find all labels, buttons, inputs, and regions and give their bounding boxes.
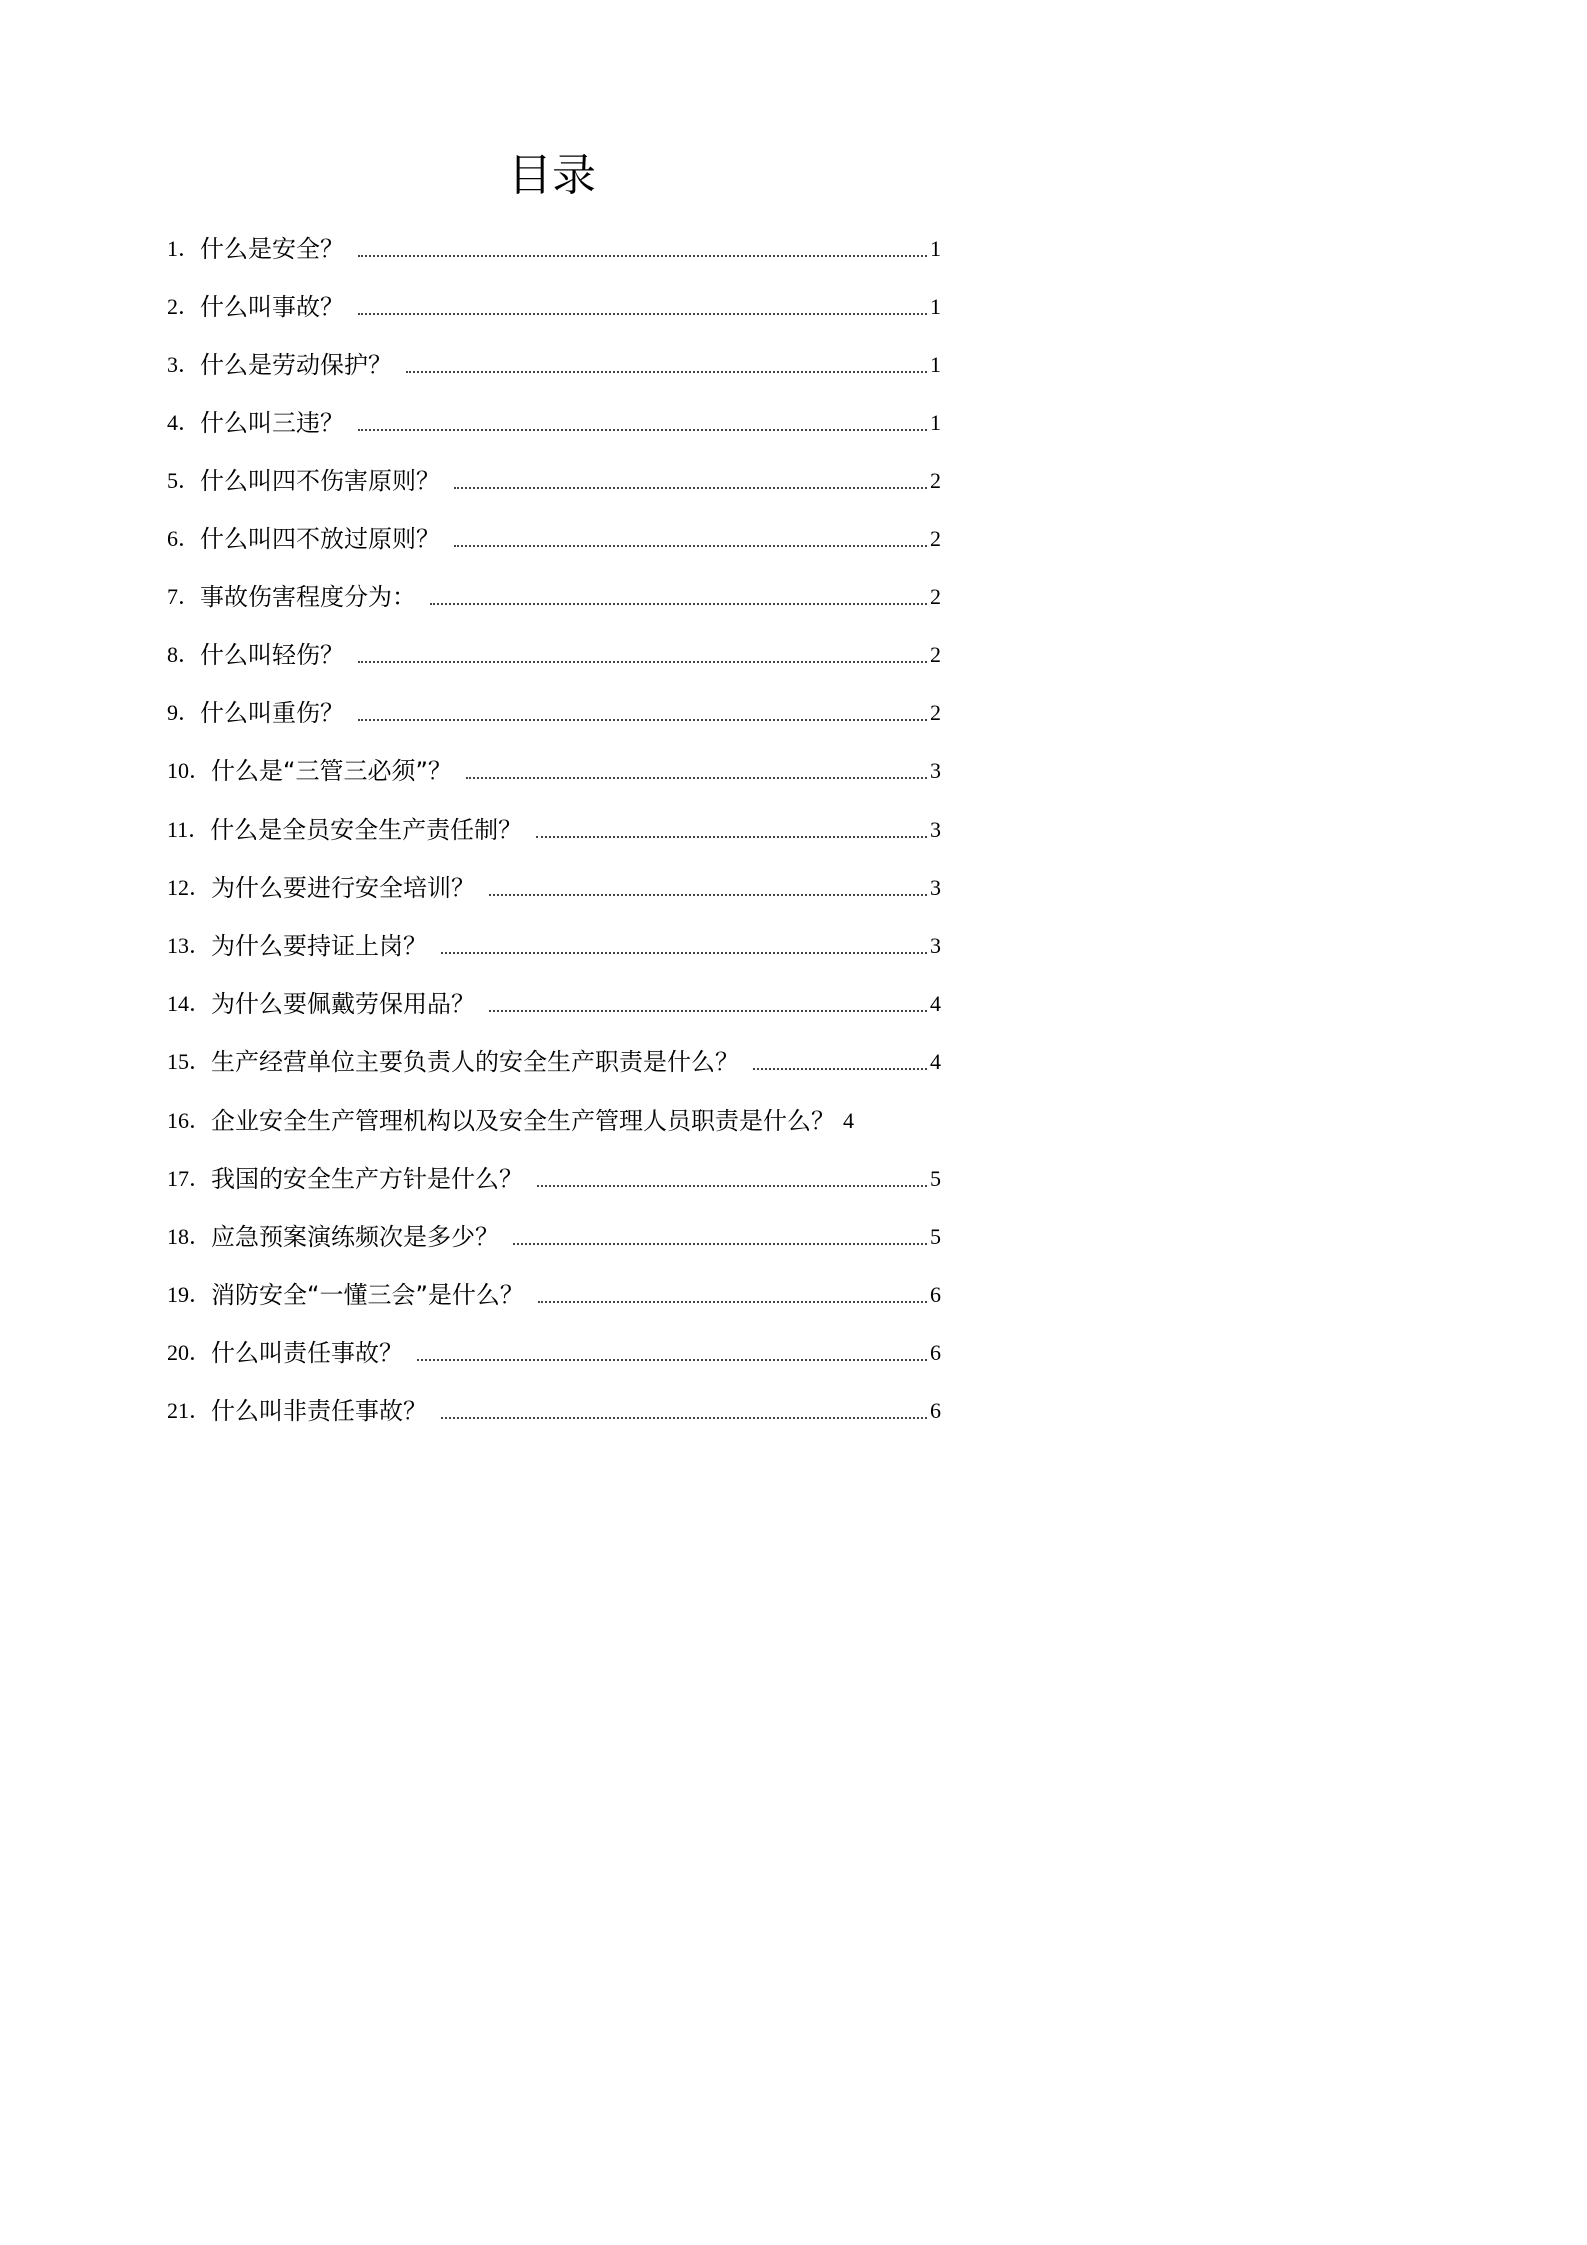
toc-entry-title: 什么叫轻伤？ xyxy=(200,641,345,669)
toc-entry[interactable] xyxy=(167,1161,941,1197)
toc-entry-number: 2． xyxy=(167,294,201,319)
toc-entry[interactable] xyxy=(167,928,941,964)
dot-leader xyxy=(538,1300,927,1303)
toc-entry-page: 6 xyxy=(930,1340,941,1365)
toc-entry[interactable] xyxy=(167,347,941,383)
toc-entry-page: 3 xyxy=(930,758,941,783)
toc-entry-page: 5 xyxy=(930,1224,941,1249)
dot-leader xyxy=(537,1184,927,1187)
toc-entry-number: 1． xyxy=(167,236,201,261)
toc-entry[interactable] xyxy=(167,986,941,1022)
toc-entry-title: 我国的安全生产方针是什么？ xyxy=(211,1165,524,1193)
toc-entry-number: 7． xyxy=(167,584,201,609)
dot-leader xyxy=(358,312,927,315)
toc-entry-title: 为什么要佩戴劳保用品？ xyxy=(211,990,476,1018)
toc-entry-number: 6． xyxy=(167,526,201,551)
toc-entry-page: 1 xyxy=(930,294,941,319)
toc-entry[interactable] xyxy=(167,231,941,267)
toc-entry-title: 消防安全“一懂三会”是什么？ xyxy=(211,1281,524,1309)
toc-entry-page: 1 xyxy=(930,410,941,435)
toc-entry[interactable] xyxy=(167,753,941,789)
toc-entry-title: 什么叫三违？ xyxy=(200,409,345,437)
dot-leader xyxy=(454,486,927,489)
dot-leader xyxy=(358,660,927,663)
toc-entry-page: 6 xyxy=(930,1398,941,1423)
toc-entry-page: 2 xyxy=(930,526,941,551)
toc-entry-page: 5 xyxy=(930,1166,941,1191)
toc-entry[interactable] xyxy=(167,637,941,673)
dot-leader xyxy=(753,1067,927,1070)
toc-entry[interactable] xyxy=(167,1335,941,1371)
toc-entry-page: 4 xyxy=(843,1108,855,1133)
dot-leader xyxy=(513,1242,927,1245)
toc-entry[interactable] xyxy=(167,405,941,441)
toc-entry-title: 企业安全生产管理机构以及安全生产管理人员职责是什么？ xyxy=(211,1107,836,1135)
toc-entry[interactable] xyxy=(167,695,941,731)
toc-entry-number: 17． xyxy=(167,1166,212,1191)
dot-leader xyxy=(441,1416,927,1419)
toc-entry-number: 10． xyxy=(167,758,212,783)
dot-leader xyxy=(454,544,927,547)
toc-entry-number: 13． xyxy=(167,933,212,958)
toc-entry-number: 5． xyxy=(167,468,201,493)
toc-entry-title: 什么叫四不伤害原则？ xyxy=(200,467,441,495)
toc-entry-title: 生产经营单位主要负责人的安全生产职责是什么？ xyxy=(211,1048,740,1076)
dot-leader xyxy=(489,1009,927,1012)
toc-entry-page: 2 xyxy=(930,642,941,667)
toc-entry-page: 1 xyxy=(930,352,941,377)
toc-entry[interactable] xyxy=(167,1103,952,1139)
toc-entry-title: 什么叫四不放过原则？ xyxy=(200,525,441,553)
toc-entry-page: 4 xyxy=(930,1049,941,1074)
toc-entry[interactable] xyxy=(167,1393,941,1429)
toc-entry[interactable] xyxy=(167,812,941,848)
toc-entry[interactable] xyxy=(167,870,941,906)
toc-entry-number: 15． xyxy=(167,1049,212,1074)
toc-entry[interactable] xyxy=(167,521,941,557)
toc-entry[interactable] xyxy=(167,289,941,325)
toc-entry-number: 8． xyxy=(167,642,201,667)
toc-entry-number: 12． xyxy=(167,875,212,900)
toc-entry-title: 为什么要进行安全培训？ xyxy=(211,874,476,902)
toc-entry-page: 6 xyxy=(930,1282,941,1307)
toc-entry[interactable] xyxy=(167,1044,941,1080)
toc-entry-number: 19． xyxy=(167,1282,212,1307)
toc-entry-number: 11． xyxy=(167,817,211,842)
toc-entry-page: 2 xyxy=(930,584,941,609)
toc-entry[interactable] xyxy=(167,579,941,615)
page-title: 目录 xyxy=(508,150,596,201)
toc-entry-title: 为什么要持证上岗？ xyxy=(211,932,428,960)
toc-entry-title: 什么是全员安全生产责任制？ xyxy=(210,816,523,844)
toc-entry-title: 什么叫责任事故？ xyxy=(211,1339,404,1367)
dot-leader xyxy=(358,428,927,431)
dot-leader xyxy=(417,1358,927,1361)
toc-entry-page: 2 xyxy=(930,468,941,493)
toc-entry-page: 1 xyxy=(930,236,941,261)
toc-entry-number: 18． xyxy=(167,1224,212,1249)
toc-entry-title: 应急预案演练频次是多少？ xyxy=(211,1223,500,1251)
dot-leader xyxy=(358,718,927,721)
toc-entry-page: 3 xyxy=(930,933,941,958)
toc-entry-title: 什么是安全？ xyxy=(200,235,345,263)
toc-entry-number: 20． xyxy=(167,1340,212,1365)
toc-entry-number: 9． xyxy=(167,700,201,725)
dot-leader xyxy=(536,835,927,838)
dot-leader xyxy=(466,776,927,779)
toc-entry-title: 什么叫非责任事故？ xyxy=(211,1397,428,1425)
dot-leader xyxy=(489,893,927,896)
toc-entry-page: 3 xyxy=(930,875,941,900)
toc-entry[interactable] xyxy=(167,463,941,499)
toc-entry[interactable] xyxy=(167,1277,941,1313)
toc-entry-number: 4． xyxy=(167,410,201,435)
toc-entry-title: 事故伤害程度分为： xyxy=(200,583,417,611)
toc-entry-number: 14． xyxy=(167,991,212,1016)
toc-entry-title: 什么叫重伤？ xyxy=(200,699,345,727)
dot-leader xyxy=(441,951,927,954)
toc-entry-title: 什么是劳动保护？ xyxy=(200,351,393,379)
toc-entry-number: 16． xyxy=(167,1108,212,1133)
table-of-contents xyxy=(0,0,1104,1562)
toc-entry-title: 什么叫事故？ xyxy=(200,293,345,321)
toc-entry-page: 4 xyxy=(930,991,941,1016)
dot-leader xyxy=(430,602,927,605)
toc-entry-page: 2 xyxy=(930,700,941,725)
toc-entry-page: 3 xyxy=(930,817,941,842)
dot-leader xyxy=(358,254,927,257)
toc-entry-title: 什么是“三管三必须”？ xyxy=(211,757,452,785)
toc-entry-number: 3． xyxy=(167,352,201,377)
toc-entry-number: 21． xyxy=(167,1398,212,1423)
toc-entry[interactable] xyxy=(167,1219,941,1255)
dot-leader xyxy=(406,370,927,373)
